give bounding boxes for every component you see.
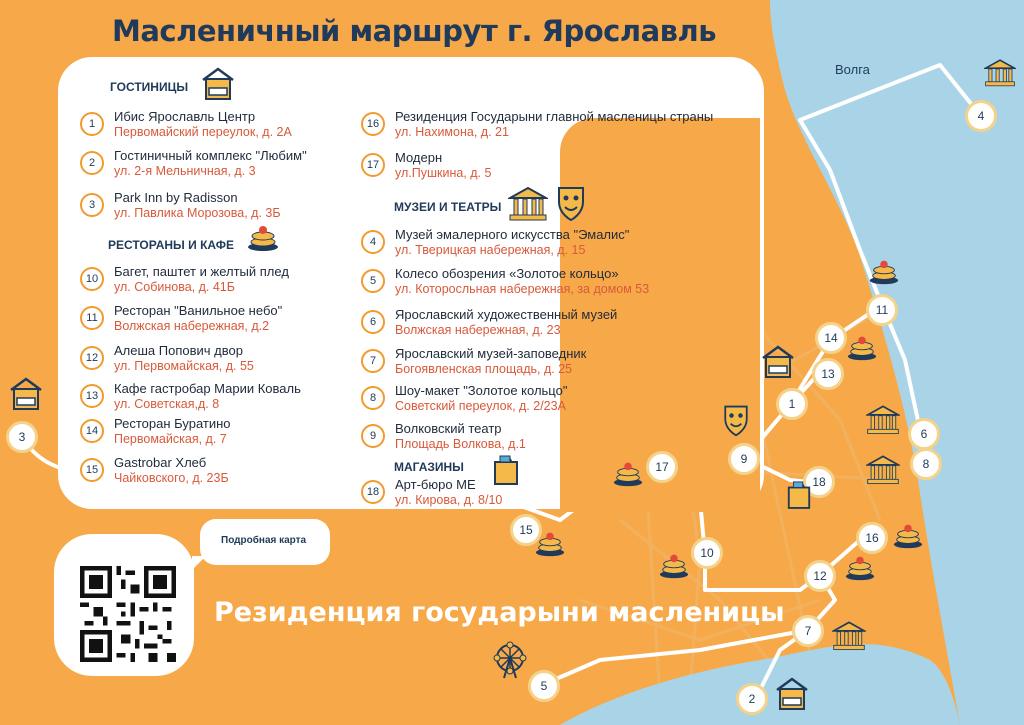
pancake-icon: [868, 256, 900, 286]
route-marker-2[interactable]: 2: [736, 683, 768, 715]
route-marker-17[interactable]: 17: [646, 451, 678, 483]
section-hotels: ГОСТИНИЦЫ: [110, 80, 189, 94]
museum-icon: [866, 454, 900, 486]
section-restaurants: РЕСТОРАНЫ И КАФЕ: [108, 238, 234, 252]
hotel-icon: [774, 676, 810, 712]
route-marker-6[interactable]: 6: [908, 418, 940, 450]
museum-icon: [866, 404, 900, 436]
qr-code[interactable]: [80, 566, 176, 662]
pancake-icon: [246, 222, 280, 252]
pancake-icon: [534, 528, 566, 558]
route-marker-8[interactable]: 8: [910, 448, 942, 480]
route-marker-16[interactable]: 16: [856, 522, 888, 554]
river-label: Волга: [835, 62, 870, 77]
theatre-mask-icon: [722, 403, 750, 437]
route-marker-4[interactable]: 4: [965, 100, 997, 132]
theatre-mask-icon: [556, 184, 586, 222]
hotel-icon: [760, 344, 796, 380]
hotel-icon: [200, 66, 236, 102]
route-marker-14[interactable]: 14: [815, 322, 847, 354]
route-marker-13[interactable]: 13: [812, 358, 844, 390]
ferris-wheel-icon: [490, 640, 530, 680]
section-museums: МУЗЕИ И ТЕАТРЫ: [394, 200, 502, 214]
pancake-icon: [846, 332, 878, 362]
museum-icon: [984, 58, 1016, 88]
section-shops: МАГАЗИНЫ: [394, 460, 464, 474]
route-marker-1[interactable]: 1: [776, 388, 808, 420]
shopping-bag-icon: [492, 452, 520, 486]
pancake-icon: [658, 550, 690, 580]
museum-icon: [508, 186, 548, 222]
route-marker-12[interactable]: 12: [804, 560, 836, 592]
caption-bubble-tail: [192, 556, 206, 570]
banner-text: Резиденция государыни масленицы: [214, 597, 785, 628]
route-marker-9[interactable]: 9: [728, 443, 760, 475]
page-title: Масленичный маршрут г. Ярославль: [112, 14, 717, 48]
pancake-icon: [612, 458, 644, 488]
pancake-icon: [892, 520, 924, 550]
route-marker-10[interactable]: 10: [691, 537, 723, 569]
hotel-icon: [8, 376, 44, 412]
route-marker-18[interactable]: 18: [803, 466, 835, 498]
shopping-bag-icon: [786, 478, 812, 510]
pancake-icon: [844, 552, 876, 582]
route-marker-15[interactable]: 15: [510, 514, 542, 546]
route-marker-11[interactable]: 11: [866, 294, 898, 326]
route-marker-7[interactable]: 7: [792, 615, 824, 647]
route-marker-5[interactable]: 5: [528, 670, 560, 702]
route-marker-3[interactable]: 3: [6, 421, 38, 453]
qr-caption: Подробная карта: [221, 535, 307, 546]
museum-icon: [832, 620, 866, 652]
